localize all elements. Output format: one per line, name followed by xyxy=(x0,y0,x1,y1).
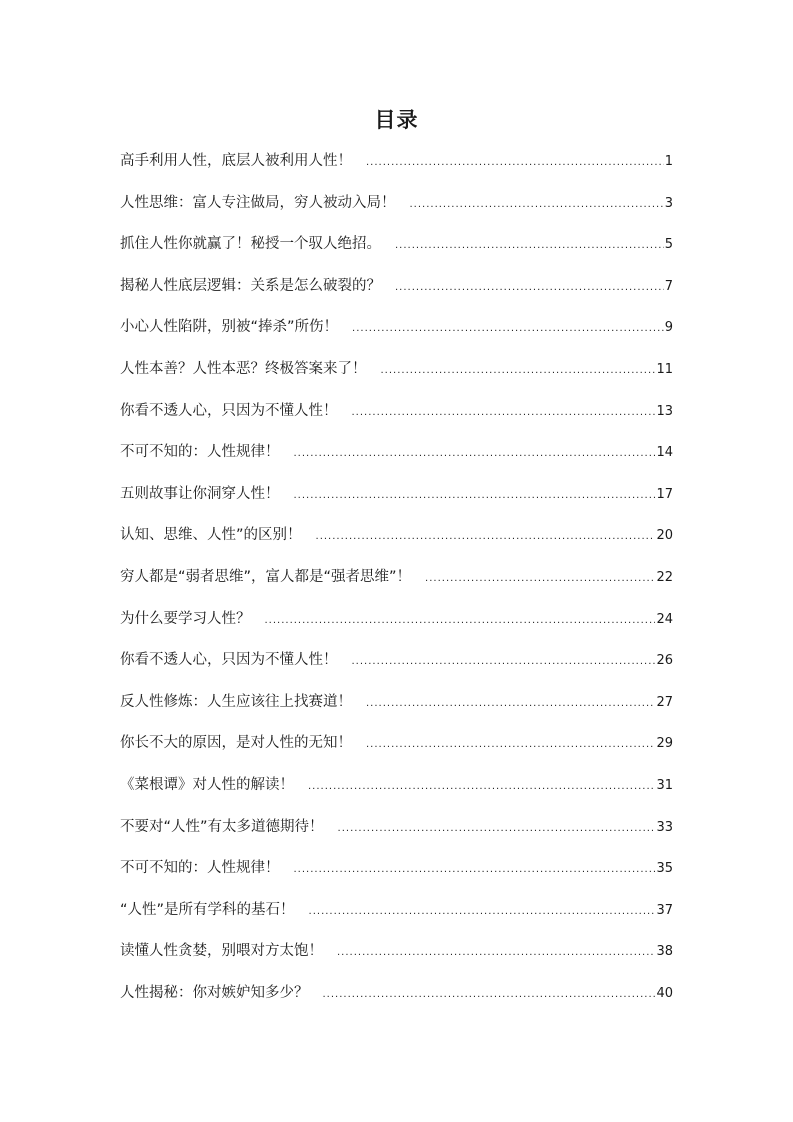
toc-page-number: 22 xyxy=(656,569,673,585)
toc-entry-title: 人性本善？人性本恶？终极答案来了！ xyxy=(120,360,367,377)
toc-dot-leader xyxy=(308,772,655,802)
toc-dot-leader xyxy=(410,190,664,220)
toc-entry-title: 反人性修炼：人生应该往上找赛道！ xyxy=(120,693,352,710)
toc-entry-title: 穷人都是“弱者思维”，富人都是“强者思维”！ xyxy=(120,568,412,585)
toc-page-number: 27 xyxy=(656,694,673,710)
toc-entry[interactable] xyxy=(120,146,673,188)
toc-entry[interactable] xyxy=(120,895,673,937)
toc-entry-title: 人性思维：富人专注做局，穷人被动入局！ xyxy=(120,194,396,211)
toc-page-number: 20 xyxy=(656,528,673,544)
toc-page-number: 11 xyxy=(656,361,673,377)
toc-entry[interactable] xyxy=(120,437,673,479)
toc-entry[interactable] xyxy=(120,936,673,978)
toc-page-number: 5 xyxy=(664,237,673,253)
toc-dot-leader xyxy=(294,481,656,511)
toc-page-number: 31 xyxy=(656,777,673,793)
toc-dot-leader xyxy=(338,814,656,844)
toc-dot-leader xyxy=(352,314,664,344)
toc-entry[interactable] xyxy=(120,978,673,1020)
toc-entry-title: 不要对“人性”有太多道德期待！ xyxy=(120,818,324,835)
toc-entry-title: 你看不透人心，只因为不懂人性！ xyxy=(120,652,338,669)
toc-entry-title: 你长不大的原因，是对人性的无知！ xyxy=(120,735,352,752)
toc-entry[interactable] xyxy=(120,520,673,562)
toc-page-number: 14 xyxy=(656,445,673,461)
toc-page-number: 9 xyxy=(664,320,673,336)
toc-page-number: 29 xyxy=(656,736,673,752)
toc-dot-leader xyxy=(352,398,656,428)
toc-page-number: 26 xyxy=(656,653,673,669)
toc-entry[interactable] xyxy=(120,312,673,354)
toc-entry[interactable] xyxy=(120,479,673,521)
toc-entry-title: 揭秘人性底层逻辑：关系是怎么破裂的？ xyxy=(120,277,381,294)
toc-dot-leader xyxy=(316,522,656,552)
toc-entry[interactable] xyxy=(120,188,673,230)
toc-dot-leader xyxy=(309,897,656,927)
toc-entry[interactable] xyxy=(120,853,673,895)
toc-entry-title: 你看不透人心，只因为不懂人性！ xyxy=(120,402,338,419)
toc-page-number: 1 xyxy=(664,154,673,169)
toc-dot-leader xyxy=(294,855,656,885)
toc-dot-leader xyxy=(425,564,655,594)
toc-entry[interactable] xyxy=(120,812,673,854)
toc-page-number: 33 xyxy=(656,819,673,835)
toc-page-number: 35 xyxy=(656,861,673,877)
toc-heading: 目录 xyxy=(374,108,419,132)
toc-entry[interactable] xyxy=(120,271,673,313)
toc-entry-title: 小心人性陷阱，别被“捧杀”所伤！ xyxy=(120,319,339,336)
toc-page-number: 40 xyxy=(656,985,673,1001)
toc-dot-leader xyxy=(323,980,656,1010)
toc-entry-title: 抓住人性你就赢了！秘授一个驭人绝招。 xyxy=(120,236,381,253)
toc-page-number: 13 xyxy=(656,403,673,419)
toc-dot-leader xyxy=(366,730,655,760)
toc-dot-leader xyxy=(395,273,664,303)
toc-page-number: 17 xyxy=(656,486,673,502)
toc-entry[interactable] xyxy=(120,770,673,812)
toc-entry[interactable] xyxy=(120,229,673,271)
toc-dot-leader xyxy=(366,689,655,719)
toc-dot-leader xyxy=(337,938,655,968)
toc-page-number: 3 xyxy=(664,195,673,211)
toc-page-number: 38 xyxy=(656,944,673,960)
toc-list xyxy=(120,146,673,1019)
toc-entry-title: 为什么要学习人性？ xyxy=(120,610,251,627)
toc-dot-leader xyxy=(366,148,664,178)
toc-entry[interactable] xyxy=(120,562,673,604)
toc-entry[interactable] xyxy=(120,396,673,438)
toc-entry-title: 不可不知的：人性规律！ xyxy=(120,860,280,877)
toc-entry-title: 不可不知的：人性规律！ xyxy=(120,444,280,461)
toc-entry-title: 读懂人性贪婪，别喂对方太饱！ xyxy=(120,943,323,960)
toc-dot-leader xyxy=(294,439,656,469)
toc-dot-leader xyxy=(381,356,656,386)
toc-dot-leader xyxy=(395,231,664,261)
toc-entry-title: 《菜根谭》对人性的解读！ xyxy=(120,776,294,793)
toc-dot-leader xyxy=(265,606,656,636)
toc-page-number: 7 xyxy=(664,278,673,294)
toc-page-number: 37 xyxy=(656,902,673,918)
toc-entry[interactable] xyxy=(120,728,673,770)
toc-dot-leader xyxy=(352,647,656,677)
toc-entry[interactable] xyxy=(120,687,673,729)
toc-entry[interactable] xyxy=(120,645,673,687)
toc-entry-title: “人性”是所有学科的基石！ xyxy=(120,901,295,918)
toc-entry-title: 人性揭秘：你对嫉妒知多少？ xyxy=(120,984,309,1001)
toc-page-number: 24 xyxy=(656,611,673,627)
toc-entry[interactable] xyxy=(120,604,673,646)
toc-entry[interactable] xyxy=(120,354,673,396)
toc-entry-title: 五则故事让你洞穿人性！ xyxy=(120,485,280,502)
toc-entry-title: 认知、思维、人性”的区别！ xyxy=(120,527,302,544)
toc-entry-title: 高手利用人性，底层人被利用人性！ xyxy=(120,153,352,169)
